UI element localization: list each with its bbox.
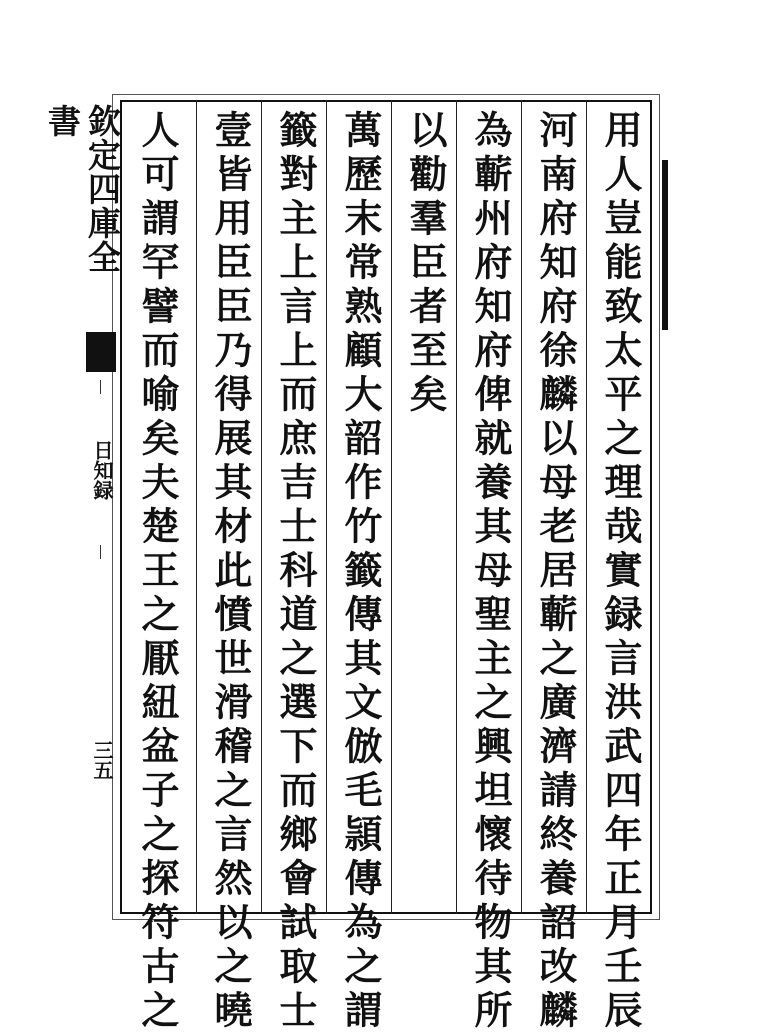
column-rule [521, 100, 522, 914]
text-column-4: 以勸羣臣者至矣 [403, 110, 448, 418]
column-rule [326, 100, 327, 914]
text-column-2: 河南府知府徐麟以母老居蘄之廣濟請終養詔改麟 [533, 110, 578, 1034]
collection-title: 欽定四庫全書 [43, 104, 122, 274]
book-title: 日知録 [90, 440, 114, 500]
text-column-5: 萬歷末常熟顧大韶作竹籤傳其文倣毛頴傳為之謂 [338, 110, 383, 1034]
page-number: 三五 [90, 740, 114, 780]
margin-tick [100, 545, 101, 559]
margin-black-block [86, 332, 116, 372]
column-rule [456, 100, 457, 914]
column-rule [586, 100, 587, 914]
column-rule [261, 100, 262, 914]
column-rule [196, 100, 197, 914]
margin-tick [100, 380, 101, 394]
text-column-6: 籤對主上言上而庶吉士科道之選下而鄉會試取士 [273, 110, 318, 1034]
text-column-3: 為蘄州府知府俾就養其母聖主之興坦懷待物其所 [468, 110, 513, 1034]
text-column-7: 壹皆用臣臣乃得展其材此憤世滑稽之言然以之曉 [208, 110, 253, 1034]
text-column-8: 人可謂罕譬而喻矣夫楚王之厭紐盆子之探符古之 [135, 110, 180, 1034]
text-column-1: 用人豈能致太平之理哉實録言洪武四年正月壬辰 [598, 110, 643, 1034]
right-margin-bar [662, 160, 668, 330]
column-rule [391, 100, 392, 914]
